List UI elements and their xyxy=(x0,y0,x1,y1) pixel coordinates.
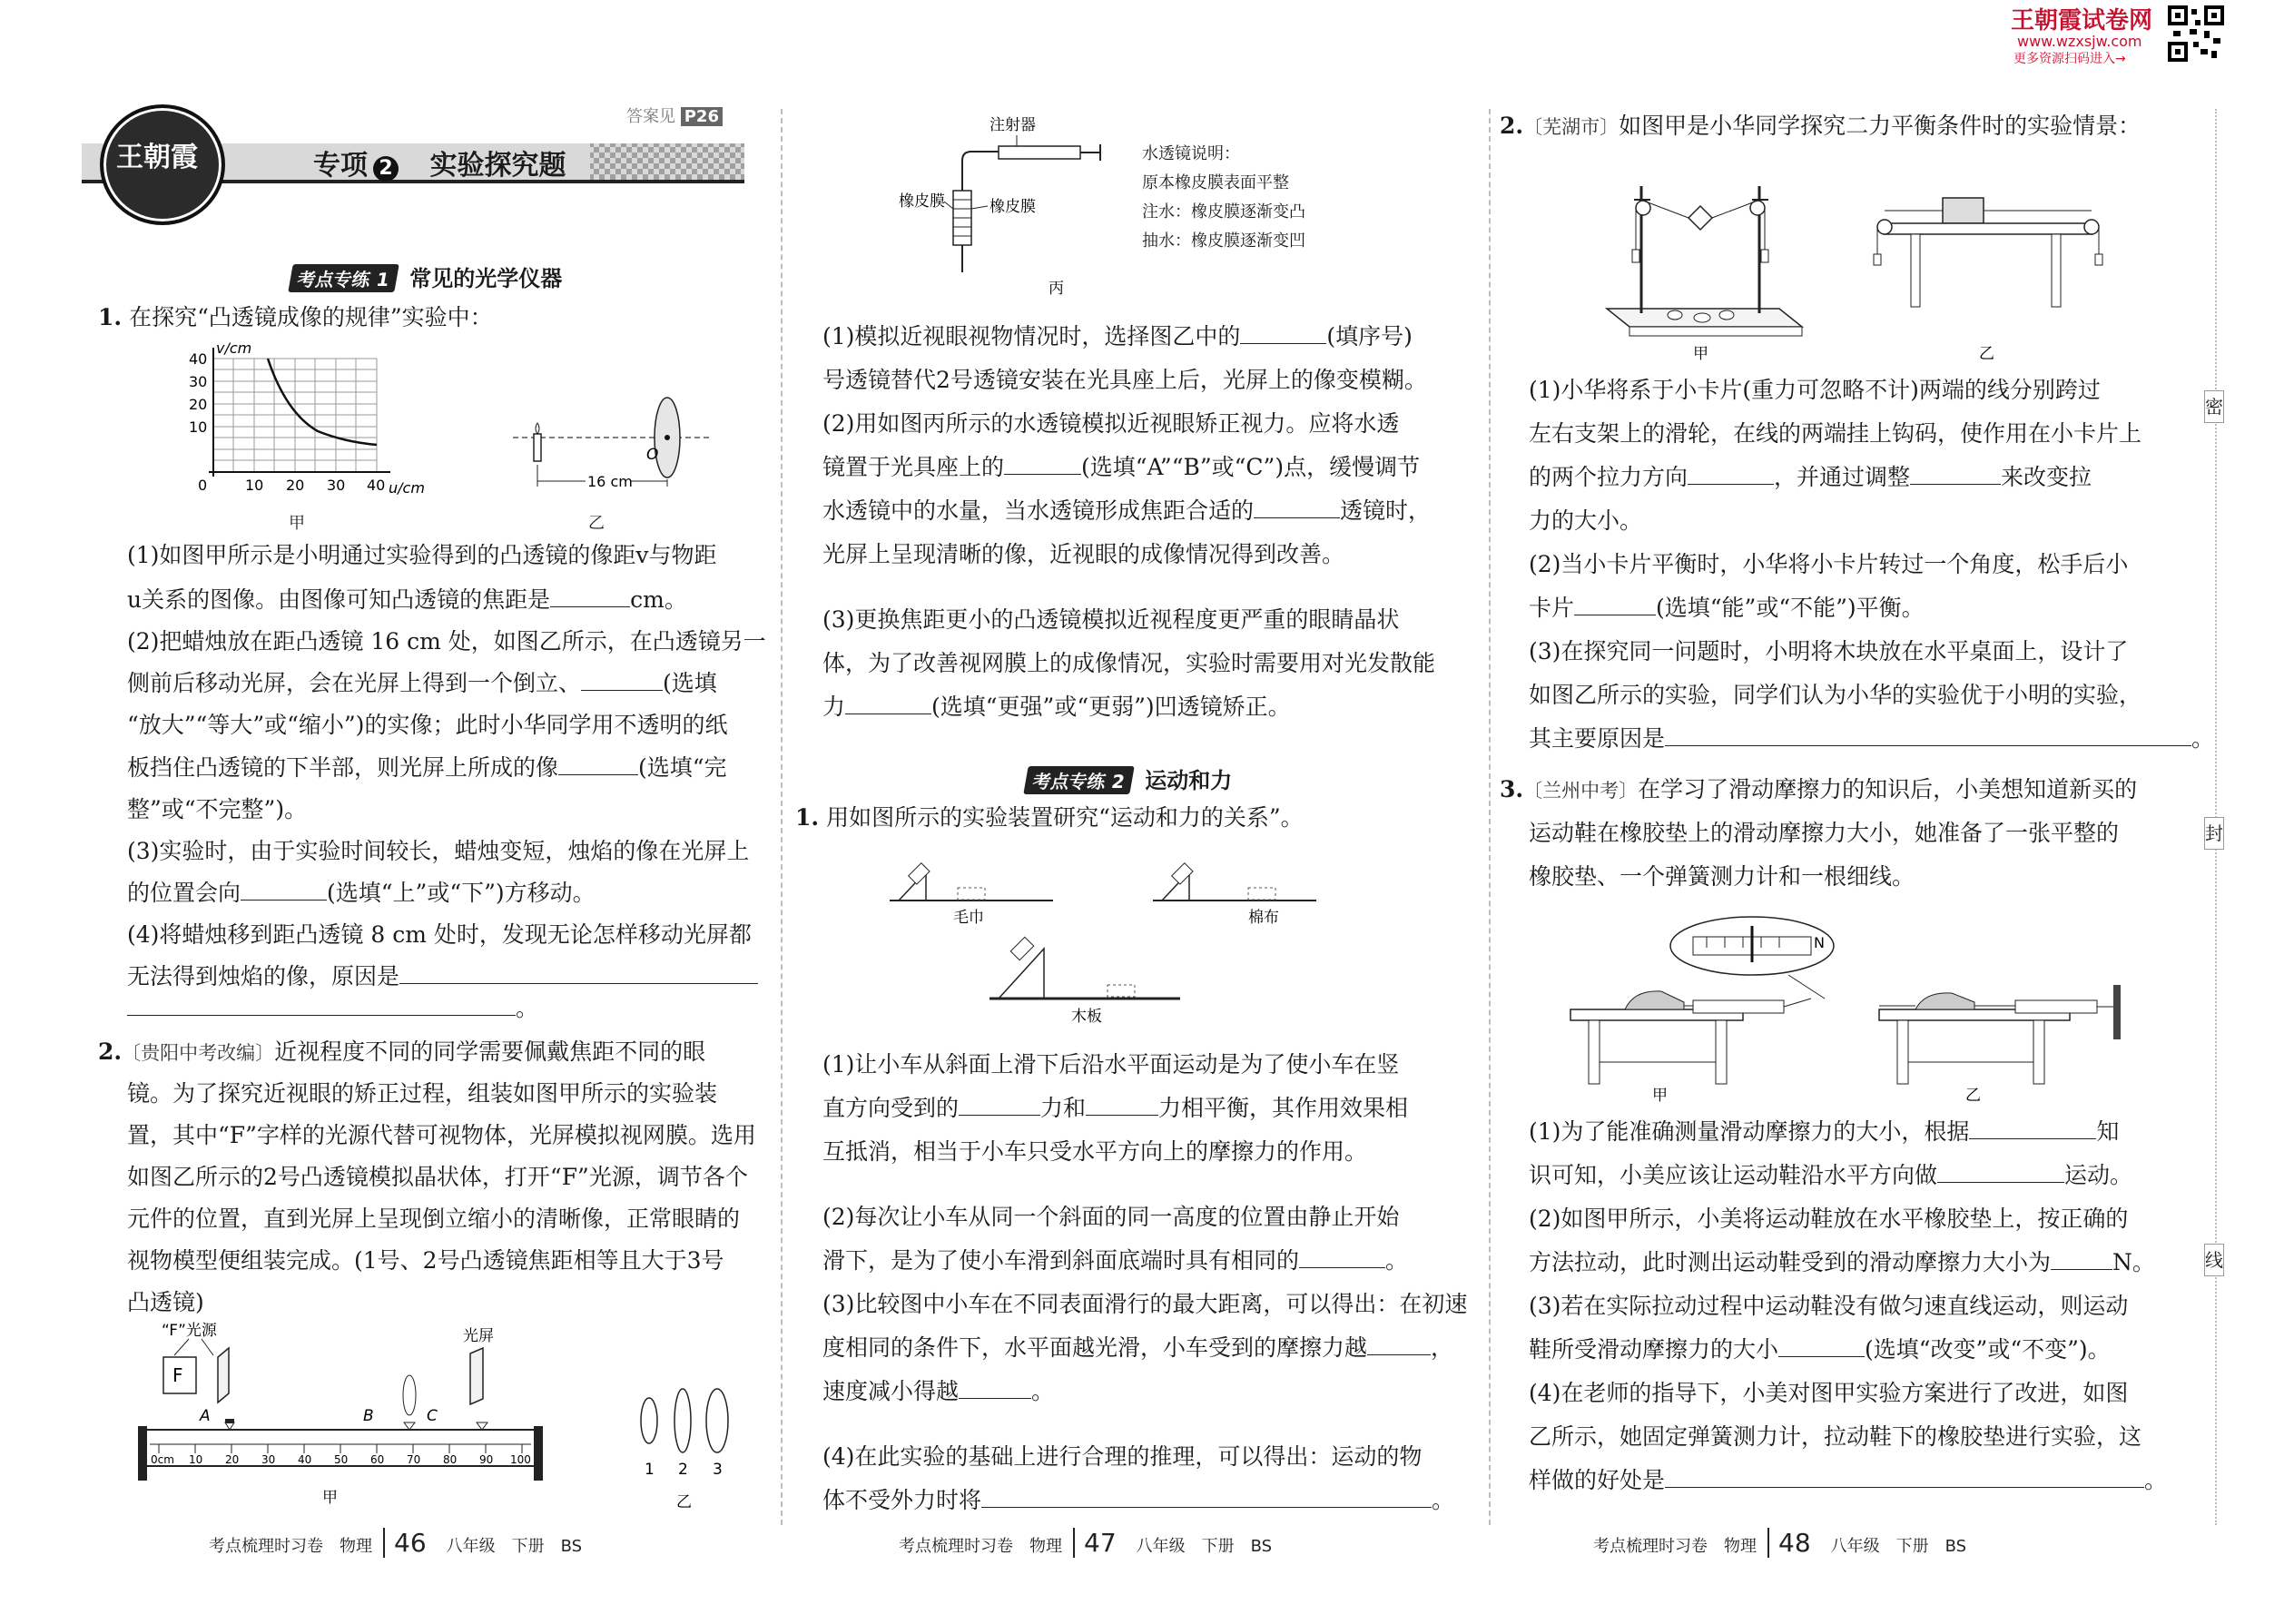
graph-ytick-10: 10 xyxy=(189,418,208,436)
friction-q3-line-6 xyxy=(1529,1247,2155,1278)
motion-q1-line-8a: 速度减小得越 xyxy=(822,1378,960,1404)
friction-q3-line-11 xyxy=(1529,1465,2167,1496)
motion-q1-stem xyxy=(795,802,1304,833)
brand-url: www.wzxsjw.com xyxy=(2017,33,2142,50)
friction-q3-line-4 xyxy=(1529,1160,2132,1191)
q2-line-4: 如图乙所示的2号凸透镜模拟晶状体，打开“F”光源，调节各个 xyxy=(127,1164,748,1190)
q1-line-8: (3)实验时，由于实验时间较长，蜡烛变短，烛焰的像在光屏上 xyxy=(127,838,750,864)
figure-bing-caption: 丙 xyxy=(1049,280,1064,298)
balance-q2-line-4: 力的大小。 xyxy=(1529,507,1643,534)
graph-xtick-30: 30 xyxy=(327,477,346,494)
motion-speed-blank[interactable] xyxy=(1299,1245,1385,1268)
q2-lens-3: 3 xyxy=(713,1461,723,1479)
balance-direction-blank[interactable] xyxy=(1688,462,1774,485)
balance-figure-jia xyxy=(1598,150,1816,363)
q1-line-4 xyxy=(127,668,717,699)
balance-q2-line-3c: 来改变拉 xyxy=(2001,464,2092,490)
brand-slogan: 更多资源扫码进入→ xyxy=(2013,52,2126,66)
footer-47 xyxy=(899,1528,1272,1558)
q2-ruler-50: 50 xyxy=(334,1453,349,1466)
motion-q1-line-5b: 。 xyxy=(1385,1247,1409,1274)
q1-line-2a: u关系的图像。由图像可知凸透镜的焦距是 xyxy=(127,586,551,613)
friction-q3-line-6b: N。 xyxy=(2112,1249,2155,1275)
logo-badge xyxy=(100,104,225,225)
q2-point-a: A xyxy=(200,1407,211,1425)
seal-mark-3: 线 xyxy=(2204,1244,2224,1276)
q1-line-3: (2)把蜡烛放在距凸透镜 16 cm 处，如图乙所示，在凸透镜另一 xyxy=(127,628,766,655)
topic-prefix: 专项 xyxy=(313,150,368,182)
surface-towel: 毛巾 xyxy=(953,909,984,927)
q2-ruler-80: 80 xyxy=(443,1453,458,1466)
graph-xlabel: u/cm xyxy=(389,479,425,497)
q2-fig-yi-caption: 乙 xyxy=(676,1493,692,1511)
motion-q1-line-7b: ， xyxy=(1431,1334,1454,1361)
q2-line-7: 凸透镜) xyxy=(127,1289,204,1315)
brand-name: 王朝霞试卷网 xyxy=(2011,7,2153,34)
graph-xtick-20: 20 xyxy=(286,477,305,494)
balance-figure-yi xyxy=(1870,182,2106,363)
friction-change-blank[interactable] xyxy=(1778,1334,1865,1357)
q2-ruler-10: 10 xyxy=(189,1453,203,1466)
graph-ylabel: v/cm xyxy=(216,340,252,357)
q2-line-1 xyxy=(98,1037,705,1068)
page-46 xyxy=(0,0,781,1624)
q2-screen-label: 光屏 xyxy=(463,1327,494,1345)
q2-ruler-100: 100 xyxy=(510,1453,531,1466)
balance-fig-yi-caption: 乙 xyxy=(1979,345,1994,363)
membrane-label-right: 橡皮膜 xyxy=(989,198,1036,216)
injector-label: 注射器 xyxy=(989,116,1036,134)
q2a-ability-blank[interactable] xyxy=(845,692,931,714)
footer-48-left: 考点梳理时习卷 物理 xyxy=(1593,1537,1757,1556)
q2-ruler-30: 30 xyxy=(261,1453,276,1466)
q2-line-3: 置，其中“F”字样的光源代替可视物体，光屏模拟视网膜。选用 xyxy=(127,1122,756,1148)
graph-origin: 0 xyxy=(198,477,208,494)
friction-q3-line-3a: (1)为了能准确测量滑动摩擦力的大小，根据 xyxy=(1529,1118,1970,1145)
q2a-line-5a: 水透镜中的水量，当水透镜形成焦距合适的 xyxy=(822,497,1255,524)
motion-q1-line-4: (2)每次让小车从同一个斜面的同一高度的位置由静止开始 xyxy=(822,1204,1400,1230)
q2-ruler-40: 40 xyxy=(298,1453,312,1466)
footer-47-right: 八年级 下册 BS xyxy=(1136,1537,1273,1556)
motion-q1-line-10a: 体不受外力时将 xyxy=(822,1487,982,1513)
friction-q3-source: 〔兰州中考〕 xyxy=(1523,780,1639,802)
motion-q1-line-9: (4)在此实验的基础上进行合理的推理，可以得出：运动的物 xyxy=(822,1443,1423,1470)
q2-number: 2. xyxy=(98,1038,123,1065)
motion-q1-stem-text: 用如图所示的实验装置研究“运动和力的关系”。 xyxy=(826,804,1304,831)
water-lens-note-2: 原本橡皮膜表面平整 xyxy=(1142,173,1289,192)
balance-adjust-blank[interactable] xyxy=(1910,462,2001,485)
motion-q1-line-2b: 力和 xyxy=(1040,1095,1087,1121)
page-48 xyxy=(1489,0,2294,1624)
motion-q1-line-10 xyxy=(822,1485,1454,1516)
q2-three-lenses xyxy=(626,1380,744,1511)
q2-ruler-0: 0cm xyxy=(151,1453,174,1466)
balance-can-blank[interactable] xyxy=(1574,593,1656,615)
balance-q2-line-3b: ，并通过调整 xyxy=(1774,464,1911,490)
friction-q3-number: 3. xyxy=(1500,776,1524,802)
friction-q3-line-1: 运动鞋在橡胶垫上的滑动摩擦力大小，她准备了一张平整的 xyxy=(1529,820,2120,846)
balance-reason-blank[interactable] xyxy=(1665,723,2191,746)
q2a-line-5 xyxy=(822,496,1431,527)
q2a-line-4b: (选填“A”“B”或“C”)点，缓慢调节 xyxy=(1081,454,1421,480)
q2a-line-3: (2)用如图丙所示的水透镜模拟近视眼矫正视力。应将水透 xyxy=(822,410,1400,437)
motion-inertia-blank[interactable] xyxy=(981,1485,1432,1508)
q1-line-9a: 的位置会向 xyxy=(127,880,241,906)
friction-q3-line-8a: 鞋所受滑动摩擦力的大小 xyxy=(1529,1336,1779,1363)
q1-line-6a: 板挡住凸透镜的下半部，则光屏上所成的像 xyxy=(127,754,559,781)
friction-q3-line-9: (4)在老师的指导下，小美对图甲实验方案进行了改进，如图 xyxy=(1529,1380,2129,1406)
friction-q3-line-8 xyxy=(1529,1334,2111,1365)
motion-q1-line-8 xyxy=(822,1376,1054,1407)
incline-cotton xyxy=(1153,863,1316,901)
q1-line-12 xyxy=(127,993,538,1024)
q2a-line-9b: (选填“更强”或“更弱”)凹透镜矫正。 xyxy=(931,694,1291,720)
q1-line-2 xyxy=(127,585,687,615)
motion-q1-line-8b: 。 xyxy=(1031,1378,1055,1404)
q2-point-b: B xyxy=(363,1407,374,1425)
incline-board xyxy=(989,937,1180,999)
answer-ref xyxy=(626,102,723,133)
q1-image-size-blank[interactable] xyxy=(581,668,663,691)
q2-point-c: C xyxy=(427,1407,438,1425)
q2a-line-1b: (填序号) xyxy=(1326,323,1413,349)
friction-q3-line-10: 乙所示，她固定弹簧测力计，拉动鞋下的橡胶垫进行实验，这 xyxy=(1529,1423,2142,1450)
friction-q3-line-6a: 方法拉动，此时测出运动鞋受到的滑动摩擦力大小为 xyxy=(1529,1249,2052,1275)
motion-q1-line-5 xyxy=(822,1245,1408,1276)
balance-q2-number: 2. xyxy=(1500,113,1524,139)
seal-mark-1: 密 xyxy=(2204,390,2224,423)
q1-line-11-text: 无法得到烛焰的像，原因是 xyxy=(127,963,400,989)
motion-inclined-planes xyxy=(890,844,1344,1026)
water-lens-note-3: 注水：橡皮膜逐渐变凸 xyxy=(1142,202,1305,221)
balance-q2-line-3 xyxy=(1529,462,2092,493)
topic-title xyxy=(313,151,566,182)
q1-line-4b: (选填 xyxy=(663,670,717,696)
surface-cotton: 棉布 xyxy=(1248,909,1279,927)
q2-f-char: F xyxy=(172,1364,183,1386)
friction-unit-n: N xyxy=(1814,934,1825,951)
q2-lens-1: 1 xyxy=(645,1461,655,1479)
logo-text: 王朝霞 xyxy=(116,142,198,173)
friction-q3-line-7: (3)若在实际拉动过程中运动鞋没有做匀速直线运动，则运动 xyxy=(1529,1293,2129,1319)
q1-focal-length-blank[interactable] xyxy=(550,585,630,607)
q1-lens-figure-yi xyxy=(504,390,722,499)
q2-source: 〔贵阳中考改编〕 xyxy=(122,1042,275,1064)
page-number-47: 47 xyxy=(1073,1528,1126,1558)
friction-motion-blank[interactable] xyxy=(1937,1160,2064,1183)
motion-q1-line-1: (1)让小车从斜面上滑下后沿水平面运动是为了使小车在竖 xyxy=(822,1051,1400,1078)
graph-xtick-10: 10 xyxy=(245,477,264,494)
q2a-line-7: (3)更换焦距更小的凸透镜模拟近视程度更严重的眼睛晶状 xyxy=(822,606,1400,633)
q1-line-1: (1)如图甲所示是小明通过实验得到的凸透镜的像距v与物距 xyxy=(127,542,717,568)
footer-46-left: 考点梳理时习卷 物理 xyxy=(209,1537,372,1556)
balance-q2-stem xyxy=(1500,111,2141,143)
q2a-point-blank[interactable] xyxy=(1004,452,1081,475)
motion-q1-line-2 xyxy=(822,1093,1408,1124)
q1-fig-yi-caption: 乙 xyxy=(588,514,605,533)
q2-ruler-70: 70 xyxy=(407,1453,421,1466)
friction-benefit-blank[interactable] xyxy=(1665,1465,2144,1488)
friction-q3-line-3b: 知 xyxy=(2096,1118,2120,1145)
motion-q1-line-2a: 直方向受到的 xyxy=(822,1095,960,1121)
q2a-line-4a: 镜置于光具座上的 xyxy=(822,454,1005,480)
footer-48 xyxy=(1593,1528,1966,1558)
q2-fig-jia-caption: 甲 xyxy=(322,1489,338,1507)
graph-ytick-30: 30 xyxy=(189,373,208,390)
motion-q1-line-7 xyxy=(822,1333,1453,1363)
motion-q1-line-7a: 度相同的条件下，水平面越光滑，小车受到的摩擦力越 xyxy=(822,1334,1368,1361)
friction-knowledge-blank[interactable] xyxy=(1969,1117,2096,1139)
motion-force-1-blank[interactable] xyxy=(959,1093,1040,1116)
friction-figure-jia xyxy=(1561,908,1870,1103)
q2-light-source-label: “F”光源 xyxy=(162,1322,217,1340)
surface-board: 木板 xyxy=(1071,1008,1102,1026)
friction-fig-jia-caption: 甲 xyxy=(1652,1087,1668,1103)
answer-ref-label: 答案见 xyxy=(626,107,675,126)
q2-line-6: 视物模型便组装完成。(1号、2号凸透镜焦距相等且大于3号 xyxy=(127,1247,724,1274)
q1-stem-text: 在探究“凸透镜成像的规律”实验中： xyxy=(129,304,493,330)
q1-number: 1. xyxy=(98,304,123,330)
graph-ytick-20: 20 xyxy=(189,396,208,413)
friction-q3-line-3 xyxy=(1529,1117,2119,1147)
section-2-heading xyxy=(1026,763,1232,794)
section-2-title: 运动和力 xyxy=(1145,768,1233,793)
graph-ytick-40: 40 xyxy=(189,350,208,368)
q1-reason-blank[interactable] xyxy=(399,961,758,984)
q2a-line-1a: (1)模拟近视眼视物情况时，选择图乙中的 xyxy=(822,323,1241,349)
motion-decel-blank[interactable] xyxy=(959,1376,1031,1399)
q1-stem xyxy=(98,302,493,333)
seal-mark-2: 封 xyxy=(2204,817,2224,850)
balance-q2-line-5: (2)当小卡片平衡时，小华将小卡片转过一个角度，松手后小 xyxy=(1529,551,2129,577)
q2a-line-1 xyxy=(822,321,1413,352)
water-lens-note-1: 水透镜说明： xyxy=(1142,144,1240,163)
balance-q2-line-8: 如图乙所示的实验，同学们认为小华的实验优于小明的实验， xyxy=(1529,682,2142,708)
q1-line-9b: (选填“上”或“下”)方移动。 xyxy=(327,880,596,906)
friction-q3-line-11b: 。 xyxy=(2144,1467,2168,1493)
balance-q2-line-6 xyxy=(1529,593,1925,624)
topic-number: 2 xyxy=(373,156,399,182)
water-lens-note-4: 抽水：橡皮膜逐渐变凹 xyxy=(1142,231,1305,251)
balance-fig-jia-caption: 甲 xyxy=(1693,345,1708,363)
q1-line-7: 整”或“不完整”)。 xyxy=(127,796,308,822)
q2-ruler-60: 60 xyxy=(370,1453,385,1466)
footer-48-right: 八年级 下册 BS xyxy=(1830,1537,1967,1556)
section-1-title: 常见的光学仪器 xyxy=(409,266,563,291)
q1-reason-blank-2[interactable] xyxy=(127,993,516,1016)
graph-xtick-40: 40 xyxy=(367,477,386,494)
q1-line-5: “放大”“等大”或“缩小”)的实像；此时小华同学用不透明的纸 xyxy=(127,712,728,738)
q2-ruler-20: 20 xyxy=(225,1453,240,1466)
q2a-line-4 xyxy=(822,452,1420,483)
q1-line-11 xyxy=(127,961,758,992)
friction-fig-yi-caption: 乙 xyxy=(1965,1087,1981,1103)
balance-q2-line-7: (3)在探究同一问题时，小明将木块放在水平桌面上，设计了 xyxy=(1529,638,2129,664)
q2a-line-5b: 透镜时， xyxy=(1340,497,1432,524)
q2-ruler-90: 90 xyxy=(479,1453,494,1466)
water-lens-figure xyxy=(899,104,1108,300)
q2a-line-6: 光屏上呈现清晰的像，近视眼的成像情况得到改善。 xyxy=(822,541,1345,567)
q2a-line-2: 号透镜替代2号透镜安装在光具座上后，光屏上的像变模糊。 xyxy=(822,367,1427,393)
balance-q2-line-9 xyxy=(1529,723,2214,754)
q1-image-complete-blank[interactable] xyxy=(558,753,638,775)
motion-q1-line-10b: 。 xyxy=(1432,1487,1455,1513)
motion-q1-line-5a: 滑下，是为了使小车滑到斜面底端时具有相同的 xyxy=(822,1247,1300,1274)
friction-q3-line-0 xyxy=(1500,774,2137,806)
motion-force-2-blank[interactable] xyxy=(1086,1093,1158,1116)
balance-q2-source: 〔芜湖市〕 xyxy=(1523,116,1620,138)
balance-q2-line-9a: 其主要原因是 xyxy=(1529,725,1666,752)
q2-line-1-text: 近视程度不同的同学需要佩戴焦距不同的眼 xyxy=(274,1038,706,1065)
q1-line-2b: cm。 xyxy=(630,586,687,613)
section-1-heading xyxy=(290,261,562,292)
q2-line-5: 元件的位置，直到光屏上呈现倒立缩小的清晰像，正常眼睛的 xyxy=(127,1206,741,1232)
motion-q1-number: 1. xyxy=(795,804,820,831)
motion-q1-line-6: (3)比较图中小车在不同表面滑行的最大距离，可以得出：在初速 xyxy=(822,1291,1468,1317)
topic-title-text: 实验探究题 xyxy=(429,150,566,182)
balance-q2-line-6b: (选填“能”或“不能”)平衡。 xyxy=(1656,595,1925,621)
friction-q3-line-0-text: 在学习了滑动摩擦力的知识后，小美想知道新买的 xyxy=(1638,776,2138,802)
incline-towel xyxy=(890,863,1053,901)
section-1-pill: 考点专练 1 xyxy=(288,264,399,292)
q2-line-2: 镜。为了探究近视眼的矫正过程，组装如图甲所示的实验装 xyxy=(127,1080,718,1107)
friction-figure-yi xyxy=(1870,980,2133,1103)
q2a-line-9 xyxy=(822,692,1291,723)
friction-q3-line-4b: 运动。 xyxy=(2064,1162,2133,1188)
answer-ref-page: P26 xyxy=(681,107,723,126)
balance-q2-line-2: 左右支架上的滑轮，在线的两端挂上钩码，使作用在小卡片上 xyxy=(1529,420,2142,447)
q1-line-10: (4)将蜡烛移到距凸透镜 8 cm 处时，发现无论怎样移动光屏都 xyxy=(127,921,752,948)
q1-graph-jia xyxy=(172,340,463,499)
q1-distance-label: 16 cm xyxy=(587,473,633,490)
balance-q2-line-9b: 。 xyxy=(2191,725,2215,752)
friction-q3-line-11a: 样做的好处是 xyxy=(1529,1467,1666,1493)
motion-friction-blank[interactable] xyxy=(1367,1333,1431,1355)
q2-lens-2: 2 xyxy=(678,1461,688,1479)
page-number-46: 46 xyxy=(383,1528,436,1558)
q1-line-4a: 侧前后移动光屏，会在光屏上得到一个倒立、 xyxy=(127,670,582,696)
page-number-48: 48 xyxy=(1767,1528,1820,1558)
balance-q2-line-1: (1)小华将系于小卡片(重力可忽略不计)两端的线分别跨过 xyxy=(1529,377,2101,403)
q2a-lens-type-blank[interactable] xyxy=(1254,496,1340,518)
q1-line-6b: (选填“完 xyxy=(638,754,727,781)
q1-fig-jia-caption: 甲 xyxy=(289,514,305,533)
friction-q3-line-5: (2)如图甲所示，小美将运动鞋放在水平橡胶垫上，按正确的 xyxy=(1529,1206,2129,1232)
q2a-lens-number-blank[interactable] xyxy=(1240,321,1326,344)
motion-q1-line-3: 互抵消，相当于小车只受水平方向上的摩擦力的作用。 xyxy=(822,1138,1368,1165)
balance-q2-stem-text: 如图甲是小华同学探究二力平衡条件时的实验情景： xyxy=(1619,113,2141,139)
q2a-line-8: 体，为了改善视网膜上的成像情况，实验时需要用对光发散能 xyxy=(822,650,1436,676)
motion-q1-line-2c: 力相平衡，其作用效果相 xyxy=(1158,1095,1409,1121)
friction-q3-line-2: 橡胶垫、一个弹簧测力计和一根细线。 xyxy=(1529,863,1915,890)
friction-q3-line-8b: (选填“改变”或“不变”)。 xyxy=(1865,1336,2111,1363)
q2a-line-9a: 力 xyxy=(822,694,846,720)
q1-line-6 xyxy=(127,753,727,783)
footer-46 xyxy=(209,1528,582,1558)
membrane-label-left: 橡皮膜 xyxy=(899,192,945,211)
footer-47-left: 考点梳理时习卷 物理 xyxy=(899,1537,1062,1556)
q1-o-label: O xyxy=(646,446,659,464)
friction-q3-line-4a: 识可知，小美应该让运动鞋沿水平方向做 xyxy=(1529,1162,1938,1188)
page-47 xyxy=(781,0,1489,1624)
section-2-pill: 考点专练 2 xyxy=(1023,766,1134,794)
balance-q2-line-6a: 卡片 xyxy=(1529,595,1575,621)
q1-direction-blank[interactable] xyxy=(241,878,327,901)
friction-value-blank[interactable] xyxy=(2051,1247,2112,1270)
q1-line-9 xyxy=(127,878,596,909)
balance-q2-line-3a: 的两个拉力方向 xyxy=(1529,464,1689,490)
q1-line-12-text: 。 xyxy=(516,995,539,1021)
footer-46-right: 八年级 下册 BS xyxy=(446,1537,583,1556)
q2-optical-bench xyxy=(118,1321,545,1511)
